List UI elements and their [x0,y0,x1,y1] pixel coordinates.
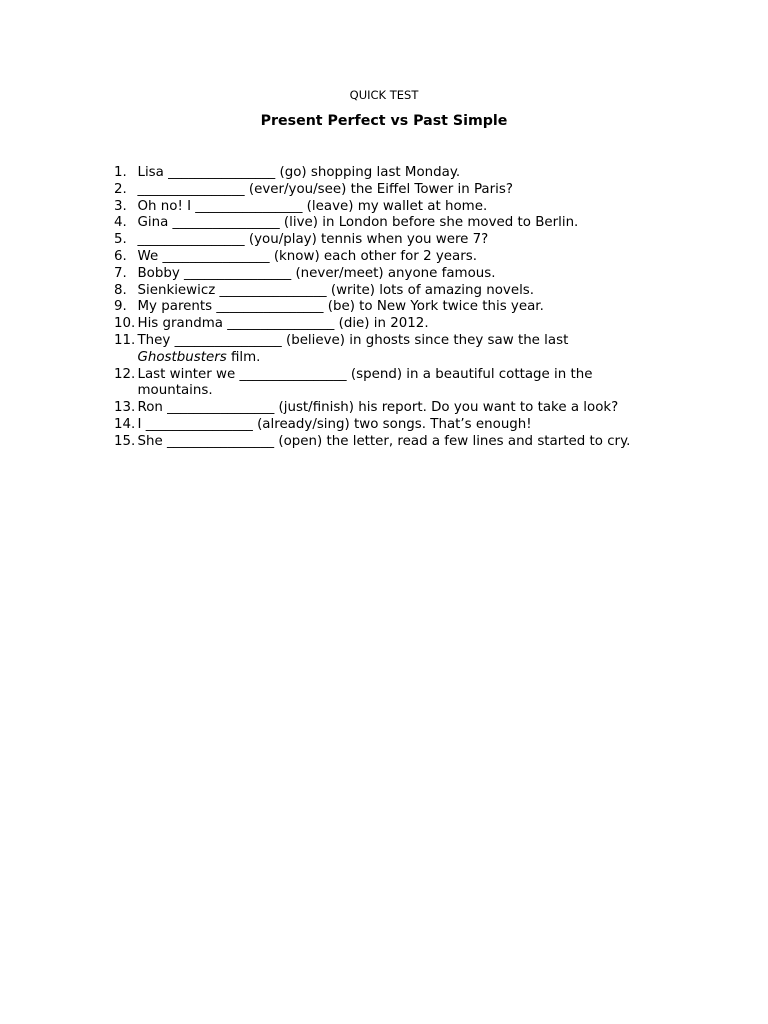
exercise-text: His grandma ________________ (die) in 2012. [137,316,429,332]
exercise-item [114,182,734,199]
exercise-item [114,333,734,367]
exercise-item [114,367,734,401]
exercise-item [114,316,734,333]
exercise-text: Last winter we ________________ (spend) in a beautiful cottage in the [137,366,593,382]
exercise-text-tail: film. [226,349,261,365]
exercise-text: Sienkiewicz ________________ (write) lots of amazing novels. [137,282,535,298]
exercise-text: She ________________ (open) the letter, read a few lines and started to cry. [137,433,631,449]
exercise-item [114,215,734,232]
exercise-item [114,417,734,434]
document-subtitle: QUICK TEST [349,88,419,102]
exercise-item [114,283,734,300]
exercise-text: Oh no! I ________________ (leave) my wallet at home. [137,198,488,214]
exercise-item [114,232,734,249]
exercise-number: 2. [114,181,127,197]
exercise-text: Gina ________________ (live) in London before she moved to Berlin. [137,215,579,231]
exercise-number: 10. [114,316,136,332]
document-title: Present Perfect vs Past Simple [260,113,508,129]
exercise-text: ________________ (ever/you/see) the Eiffel Tower in Paris? [137,181,513,197]
exercise-number: 8. [114,282,127,298]
exercise-text: They ________________ (believe) in ghosts since they saw the last [137,332,569,348]
exercise-number: 14. [114,416,136,432]
exercise-text: I ________________ (already/sing) two songs. That’s enough! [137,416,532,432]
exercise-number: 9. [114,299,127,315]
exercise-number: 15. [114,433,136,449]
exercise-item [114,165,734,182]
film-title: Ghostbusters [137,349,227,365]
exercise-number: 3. [114,198,127,214]
exercise-item [114,249,734,266]
exercise-number: 7. [114,265,127,281]
exercise-number: 12. [114,366,136,382]
exercise-item [114,400,734,417]
exercise-text: Bobby ________________ (never/meet) anyone famous. [137,265,496,281]
exercise-text-continuation: mountains. [137,383,213,399]
exercise-text: ________________ (you/play) tennis when you were 7? [137,232,489,248]
exercise-item [114,299,734,316]
exercise-number: 13. [114,400,136,416]
exercise-number: 1. [114,165,127,180]
exercise-list [114,165,734,451]
exercise-item [114,434,734,451]
exercise-text: We ________________ (know) each other for 2 years. [137,248,477,264]
exercise-text: My parents ________________ (be) to New York twice this year. [137,299,544,315]
exercise-number: 11. [114,332,136,348]
exercise-text: Lisa ________________ (go) shopping last Monday. [137,165,461,180]
exercise-number: 4. [114,215,127,231]
exercise-text: Ron ________________ (just/finish) his report. Do you want to take a look? [137,400,619,416]
exercise-item [114,266,734,283]
exercise-item [114,199,734,216]
exercise-text-block [138,333,735,367]
exercise-text-block [138,367,735,401]
exercise-number: 6. [114,248,127,264]
exercise-text-continuation [138,350,735,367]
exercise-number: 5. [114,232,127,248]
